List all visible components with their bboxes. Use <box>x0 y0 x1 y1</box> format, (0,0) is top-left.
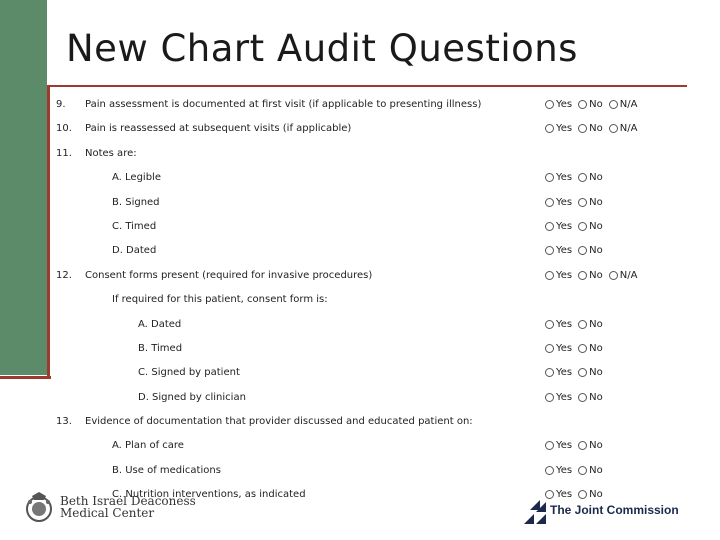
radio-label: Yes <box>556 269 573 281</box>
radio-yes[interactable] <box>545 123 572 134</box>
radio-label: Yes <box>556 172 573 184</box>
radio-label: No <box>589 172 603 184</box>
radio-circle-icon[interactable] <box>545 222 554 231</box>
question-row <box>52 462 692 486</box>
radio-label: No <box>589 367 603 379</box>
radio-circle-icon[interactable] <box>545 124 554 133</box>
radio-label: Yes <box>556 220 573 232</box>
answer-options <box>545 440 603 451</box>
question-row <box>52 437 692 461</box>
question-row <box>52 242 692 266</box>
radio-na[interactable] <box>609 123 638 134</box>
question-row <box>52 145 692 169</box>
org-name-line1: Beth Israel Deaconess <box>60 494 196 508</box>
question-text: C. Signed by patient <box>138 367 240 379</box>
radio-label: Yes <box>556 99 573 110</box>
radio-yes[interactable] <box>545 221 572 232</box>
answer-options <box>545 392 603 403</box>
question-number: 12. <box>56 269 72 281</box>
answer-options <box>545 270 637 281</box>
radio-circle-icon[interactable] <box>578 344 587 353</box>
question-row <box>52 120 692 144</box>
radio-label: No <box>589 489 603 501</box>
radio-circle-icon[interactable] <box>578 124 587 133</box>
question-text: B. Use of medications <box>112 464 221 476</box>
radio-label: Yes <box>556 318 573 330</box>
answer-options <box>545 465 603 476</box>
radio-label: Yes <box>556 342 573 354</box>
radio-circle-icon[interactable] <box>578 368 587 377</box>
question-text: A. Dated <box>138 318 182 330</box>
radio-yes[interactable] <box>545 270 572 281</box>
radio-label: Yes <box>556 367 573 379</box>
org-name-line2: Medical Center <box>60 506 155 520</box>
radio-circle-icon[interactable] <box>545 100 554 109</box>
question-text: C. Timed <box>112 220 157 232</box>
radio-circle-icon[interactable] <box>545 344 554 353</box>
radio-label: Yes <box>556 464 573 476</box>
radio-no[interactable] <box>578 172 603 183</box>
radio-na[interactable] <box>609 99 638 110</box>
question-row <box>52 267 692 291</box>
question-number: 10. <box>56 123 72 135</box>
radio-label: No <box>589 318 603 330</box>
question-row <box>52 316 692 340</box>
radio-label: No <box>589 123 603 135</box>
radio-no[interactable] <box>578 221 603 232</box>
question-text: Notes are: <box>85 147 137 159</box>
radio-circle-icon[interactable] <box>609 100 618 109</box>
radio-label: No <box>589 269 603 281</box>
radio-label: No <box>589 220 603 232</box>
radio-circle-icon[interactable] <box>578 320 587 329</box>
question-row <box>52 96 692 120</box>
answer-options <box>545 197 603 208</box>
radio-label: No <box>589 196 603 208</box>
question-row <box>52 194 692 218</box>
answer-options <box>545 172 603 183</box>
radio-label: No <box>589 464 603 476</box>
answer-options <box>545 99 637 110</box>
radio-no[interactable] <box>578 392 603 403</box>
radio-label: Yes <box>556 440 573 452</box>
question-text: If required for this patient, consent form is: <box>112 294 328 306</box>
radio-label: Yes <box>556 391 573 403</box>
radio-circle-icon[interactable] <box>545 198 554 207</box>
question-text: B. Signed <box>112 196 160 208</box>
radio-circle-icon[interactable] <box>609 271 618 280</box>
question-text: Consent forms present (required for invasive procedures) <box>85 269 373 281</box>
question-text: A. Legible <box>112 172 161 184</box>
answer-options <box>545 221 603 232</box>
radio-circle-icon[interactable] <box>545 466 554 475</box>
question-text: D. Signed by clinician <box>138 391 246 403</box>
bidmc-seal-icon <box>24 490 54 524</box>
radio-circle-icon[interactable] <box>545 441 554 450</box>
answer-options <box>545 319 603 330</box>
radio-yes[interactable] <box>545 465 572 476</box>
radio-label: No <box>589 99 603 110</box>
answer-options <box>545 123 637 134</box>
question-row <box>52 291 692 315</box>
radio-label: Yes <box>556 489 573 501</box>
joint-commission-mark-icon <box>524 496 546 524</box>
radio-yes[interactable] <box>545 245 572 256</box>
radio-circle-icon[interactable] <box>578 198 587 207</box>
accent-line-horizontal <box>0 376 51 379</box>
radio-circle-icon[interactable] <box>545 393 554 402</box>
page-title: New Chart Audit Questions <box>66 27 578 70</box>
bidmc-logo <box>24 490 196 524</box>
radio-label: No <box>589 440 603 452</box>
radio-yes[interactable] <box>545 440 572 451</box>
radio-yes[interactable] <box>545 392 572 403</box>
radio-yes[interactable] <box>545 172 572 183</box>
radio-circle-icon[interactable] <box>578 441 587 450</box>
question-text: B. Timed <box>138 342 183 354</box>
question-number: 11. <box>56 147 72 159</box>
radio-label: Yes <box>556 123 573 135</box>
radio-label: N/A <box>619 123 638 135</box>
radio-circle-icon[interactable] <box>578 100 587 109</box>
radio-no[interactable] <box>578 270 603 281</box>
question-row <box>52 340 692 364</box>
question-row <box>52 413 692 437</box>
question-row <box>52 218 692 242</box>
radio-circle-icon[interactable] <box>578 173 587 182</box>
radio-no[interactable] <box>578 440 603 451</box>
radio-circle-icon[interactable] <box>578 271 587 280</box>
radio-no[interactable] <box>578 343 603 354</box>
radio-no[interactable] <box>578 465 603 476</box>
radio-label: No <box>589 342 603 354</box>
answer-options <box>545 245 603 256</box>
question-text: C. Nutrition interventions, as indicated <box>112 489 306 501</box>
radio-yes[interactable] <box>545 99 572 110</box>
accent-line-vertical <box>47 85 50 379</box>
radio-circle-icon[interactable] <box>545 320 554 329</box>
radio-circle-icon[interactable] <box>609 124 618 133</box>
audit-form <box>52 96 692 511</box>
radio-circle-icon[interactable] <box>578 466 587 475</box>
radio-circle-icon[interactable] <box>545 368 554 377</box>
radio-circle-icon[interactable] <box>545 271 554 280</box>
radio-yes[interactable] <box>545 197 572 208</box>
radio-yes[interactable] <box>545 343 572 354</box>
radio-label: N/A <box>619 269 638 281</box>
radio-circle-icon[interactable] <box>578 393 587 402</box>
radio-yes[interactable] <box>545 367 572 378</box>
radio-no[interactable] <box>578 367 603 378</box>
radio-circle-icon[interactable] <box>578 246 587 255</box>
decorative-side-bar <box>0 0 47 375</box>
joint-commission-logo <box>524 496 679 524</box>
radio-no[interactable] <box>578 123 603 134</box>
radio-circle-icon[interactable] <box>545 173 554 182</box>
radio-circle-icon[interactable] <box>545 246 554 255</box>
question-number: 9. <box>56 99 66 110</box>
title-underline <box>47 85 687 87</box>
radio-no[interactable] <box>578 319 603 330</box>
radio-circle-icon[interactable] <box>578 222 587 231</box>
question-row <box>52 364 692 388</box>
radio-label: No <box>589 245 603 257</box>
question-text: Evidence of documentation that provider discussed and educated patient on: <box>85 416 473 428</box>
question-text: Pain is reassessed at subsequent visits (if applicable) <box>85 123 352 135</box>
radio-yes[interactable] <box>545 319 572 330</box>
answer-options <box>545 367 603 378</box>
question-text: A. Plan of care <box>112 440 184 452</box>
joint-commission-name: The Joint Commission <box>550 503 679 517</box>
question-text: D. Dated <box>112 245 157 257</box>
radio-no[interactable] <box>578 245 603 256</box>
radio-label: Yes <box>556 196 573 208</box>
question-number: 13. <box>56 416 72 428</box>
answer-options <box>545 343 603 354</box>
radio-na[interactable] <box>609 270 638 281</box>
radio-no[interactable] <box>578 197 603 208</box>
question-row <box>52 389 692 413</box>
radio-label: N/A <box>619 99 638 110</box>
radio-no[interactable] <box>578 99 603 110</box>
question-row <box>52 169 692 193</box>
radio-label: Yes <box>556 245 573 257</box>
radio-label: No <box>589 391 603 403</box>
question-text: Pain assessment is documented at first visit (if applicable to presenting illness) <box>85 99 482 110</box>
